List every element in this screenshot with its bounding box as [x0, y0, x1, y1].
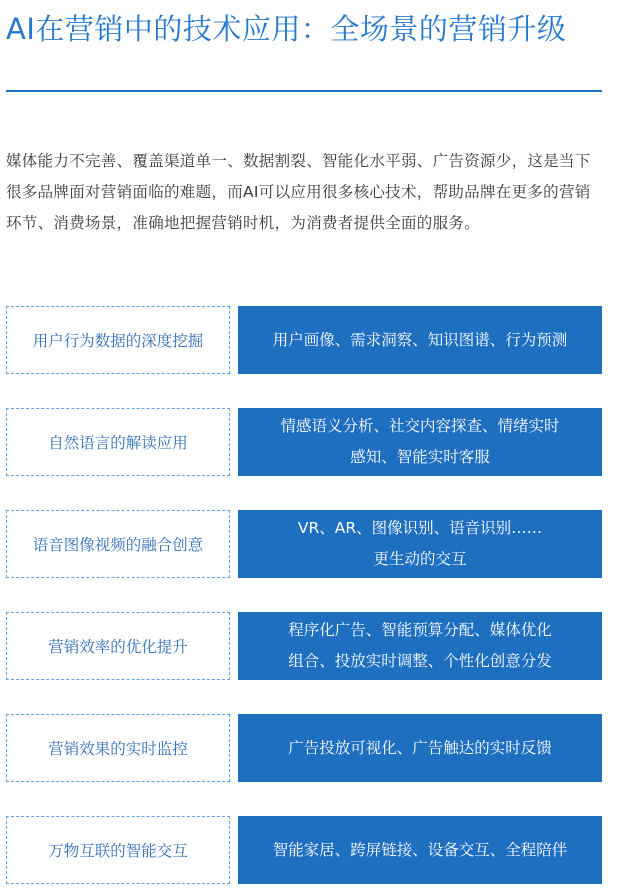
capability-row	[6, 816, 602, 886]
description-line: 感知、智能实时客服	[350, 448, 490, 466]
intro-paragraph: 媒体能力不完善、覆盖渠道单一、数据割裂、智能化水平弱、广告资源少，这是当下很多品牌面对营销面临的难题，而AI可以应用很多核心技术，帮助品牌在更多的营销环节、消费场景，准确地把握营销时机，为消费者提供全面的服务。	[6, 152, 591, 232]
capability-row	[6, 612, 602, 682]
capability-description	[238, 612, 602, 680]
capability-label: 营销效率的优化提升	[6, 612, 230, 680]
description-line: VR、AR、图像识别、语音识别……	[297, 519, 543, 537]
capability-row	[6, 714, 602, 784]
capability-description	[238, 510, 602, 578]
description-line: 情感语义分析、社交内容探查、情绪实时	[280, 417, 560, 435]
title-divider	[6, 90, 602, 92]
description-line: 广告投放可视化、广告触达的实时反馈	[288, 738, 552, 757]
description-line: 用户画像、需求洞察、知识图谱、行为预测	[272, 330, 568, 349]
capability-label: 万物互联的智能交互	[6, 816, 230, 884]
capability-label: 用户行为数据的深度挖掘	[6, 306, 230, 374]
description-line: 智能家居、跨屏链接、设备交互、全程陪伴	[272, 840, 568, 859]
capability-description	[238, 408, 602, 476]
capability-row	[6, 306, 602, 376]
capability-label: 语音图像视频的融合创意	[6, 510, 230, 578]
capability-description	[238, 714, 602, 782]
description-line: 更生动的交互	[373, 550, 467, 568]
capability-row	[6, 510, 602, 580]
description-line: 组合、投放实时调整、个性化创意分发	[288, 652, 552, 670]
capability-description	[238, 306, 602, 374]
capability-row	[6, 408, 602, 478]
capability-label: 自然语言的解读应用	[6, 408, 230, 476]
page-title: AI在营销中的技术应用：全场景的营销升级	[6, 12, 567, 46]
capability-label: 营销效果的实时监控	[6, 714, 230, 782]
description-line: 程序化广告、智能预算分配、媒体优化	[288, 621, 552, 639]
capability-description	[238, 816, 602, 884]
